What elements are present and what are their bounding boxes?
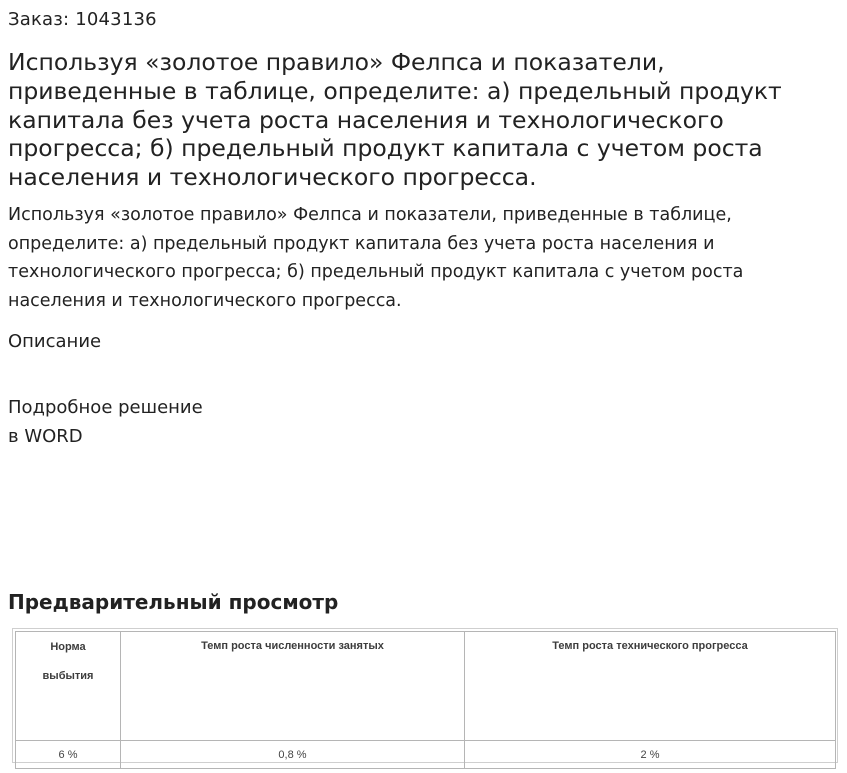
cell-tech-progress: 2 %	[465, 741, 836, 769]
preview-heading: Предварительный просмотр	[8, 590, 339, 614]
cell-employment-growth: 0,8 %	[121, 741, 465, 769]
description-label: Описание	[8, 331, 102, 352]
solution-info	[8, 393, 203, 451]
table-header-row	[16, 632, 836, 741]
order-number: Заказ: 1043136	[8, 9, 157, 30]
preview-image	[12, 628, 838, 763]
preview-table	[15, 631, 836, 769]
task-description-text: Используя «золотое правило» Фелпса и показатели, приведенные в таблице, определите: а) предельный продукт капитала без учета роста населения и технологического прогресса; б) предельный продукт капитала с учетом роста населения и технологического прогресса.	[8, 205, 744, 311]
page-title: Используя «золотое правило» Фелпса и показатели, приведенные в таблице, определите: а) предельный продукт капитала без учета роста населения и технологического прогресса; б) предельный продукт капитала с учетом роста населения и технологического прогресса.	[8, 48, 782, 192]
table-row	[16, 741, 836, 769]
header-depreciation-rate: Норма выбытия	[16, 632, 121, 741]
solution-line-format: в WORD	[8, 426, 83, 447]
cell-depreciation-rate: 6 %	[16, 741, 121, 769]
solution-line-detailed: Подробное решение	[8, 397, 203, 418]
header-tech-progress: Темп роста технического прогресса	[465, 632, 836, 741]
header-employment-growth: Темп роста численности занятых	[121, 632, 465, 741]
